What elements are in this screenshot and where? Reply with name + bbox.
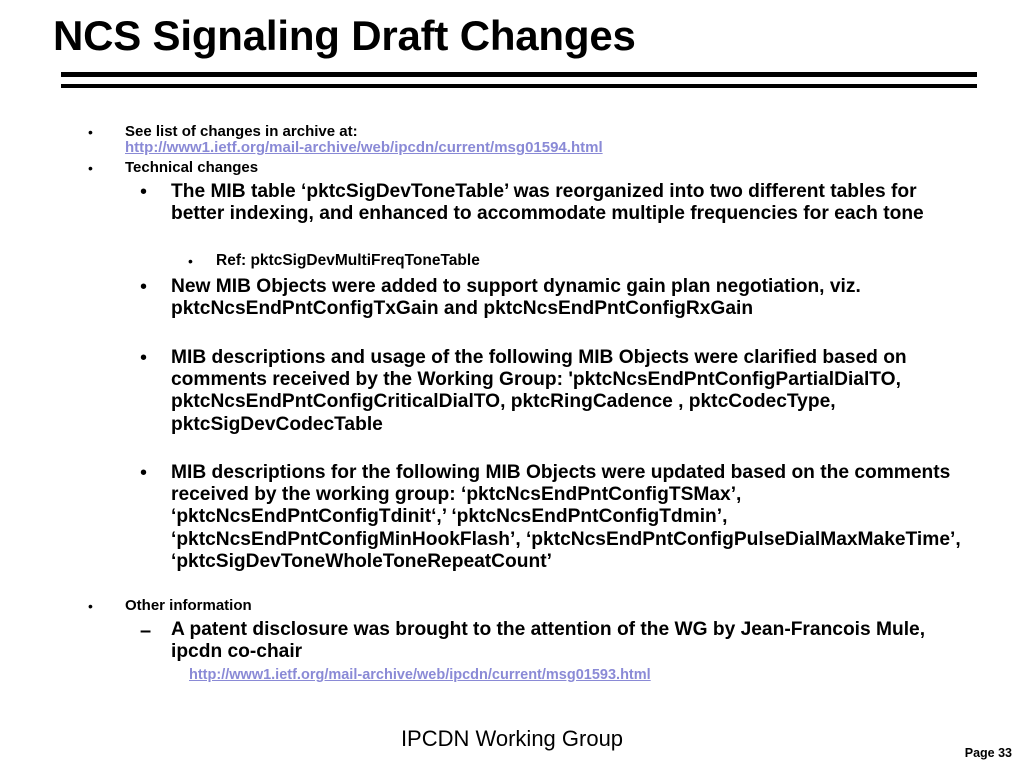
- bullet-text: MIB descriptions and usage of the following MIB Objects were clarified based on comments received by the Working Group: 'pktcNcsEndPntConfigPartialDialTO, pktcNcsEndPntConfigCriticalDialTO, pktcRingCadence , pktcCodecType, pktcSigDevCodecTable: [171, 347, 907, 435]
- bullet-marker: •: [88, 124, 93, 140]
- bullet-marker: •: [140, 347, 148, 369]
- bullet-marker: •: [140, 276, 148, 298]
- footer-text: IPCDN Working Group: [400, 726, 624, 751]
- bullet-text: See list of changes in archive at:: [125, 123, 358, 140]
- bullet-marker: •: [140, 181, 148, 203]
- bullet-marker: •: [88, 598, 93, 614]
- bullet-marker: •: [88, 160, 93, 176]
- bullet-text: New MIB Objects were added to support dynamic gain plan negotiation, viz. pktcNcsEndPntConfigTxGain and pktcNcsEndPntConfigRxGain: [171, 276, 861, 320]
- bullet-text: Technical changes: [125, 159, 259, 176]
- slide-title: NCS Signaling Draft Changes: [53, 12, 636, 59]
- patent-link[interactable]: http://www1.ietf.org/mail-archive/web/ipcdn/current/msg01593.html: [189, 667, 651, 683]
- bullet-text: The MIB table ‘pktcSigDevToneTable’ was reorganized into two different tables for better indexing, and enhanced to accommodate multiple frequencies for each tone: [171, 181, 924, 225]
- bullet-text: Other information: [125, 597, 252, 614]
- page-number: Page 33: [964, 746, 1012, 760]
- bullet-text: A patent disclosure was brought to the attention of the WG by Jean-Francois Mule, ipcdn co-chair: [171, 619, 926, 663]
- bullet-marker: •: [188, 253, 193, 269]
- archive-link[interactable]: http://www1.ietf.org/mail-archive/web/ipcdn/current/msg01594.html: [125, 139, 603, 156]
- bullet-text: MIB descriptions for the following MIB Objects were updated based on the comments received by the working group: ‘pktcNcsEndPntConfigTSMax’, ‘pktcNcsEndPntConfigTdinit‘,’ ‘pktcNcsEndPntConfigTdmin’, ‘pktcNcsEndPntConfigMinHookFlash’, ‘pktcNcsEndPntConfigPulseDialMaxMakeTime’, ‘pktcSigDevToneWholeToneRepeatCount’: [171, 462, 961, 572]
- bullet-text: Ref: pktcSigDevMultiFreqToneTable: [216, 252, 480, 269]
- dash-marker: –: [140, 620, 152, 642]
- bullet-marker: •: [140, 462, 148, 484]
